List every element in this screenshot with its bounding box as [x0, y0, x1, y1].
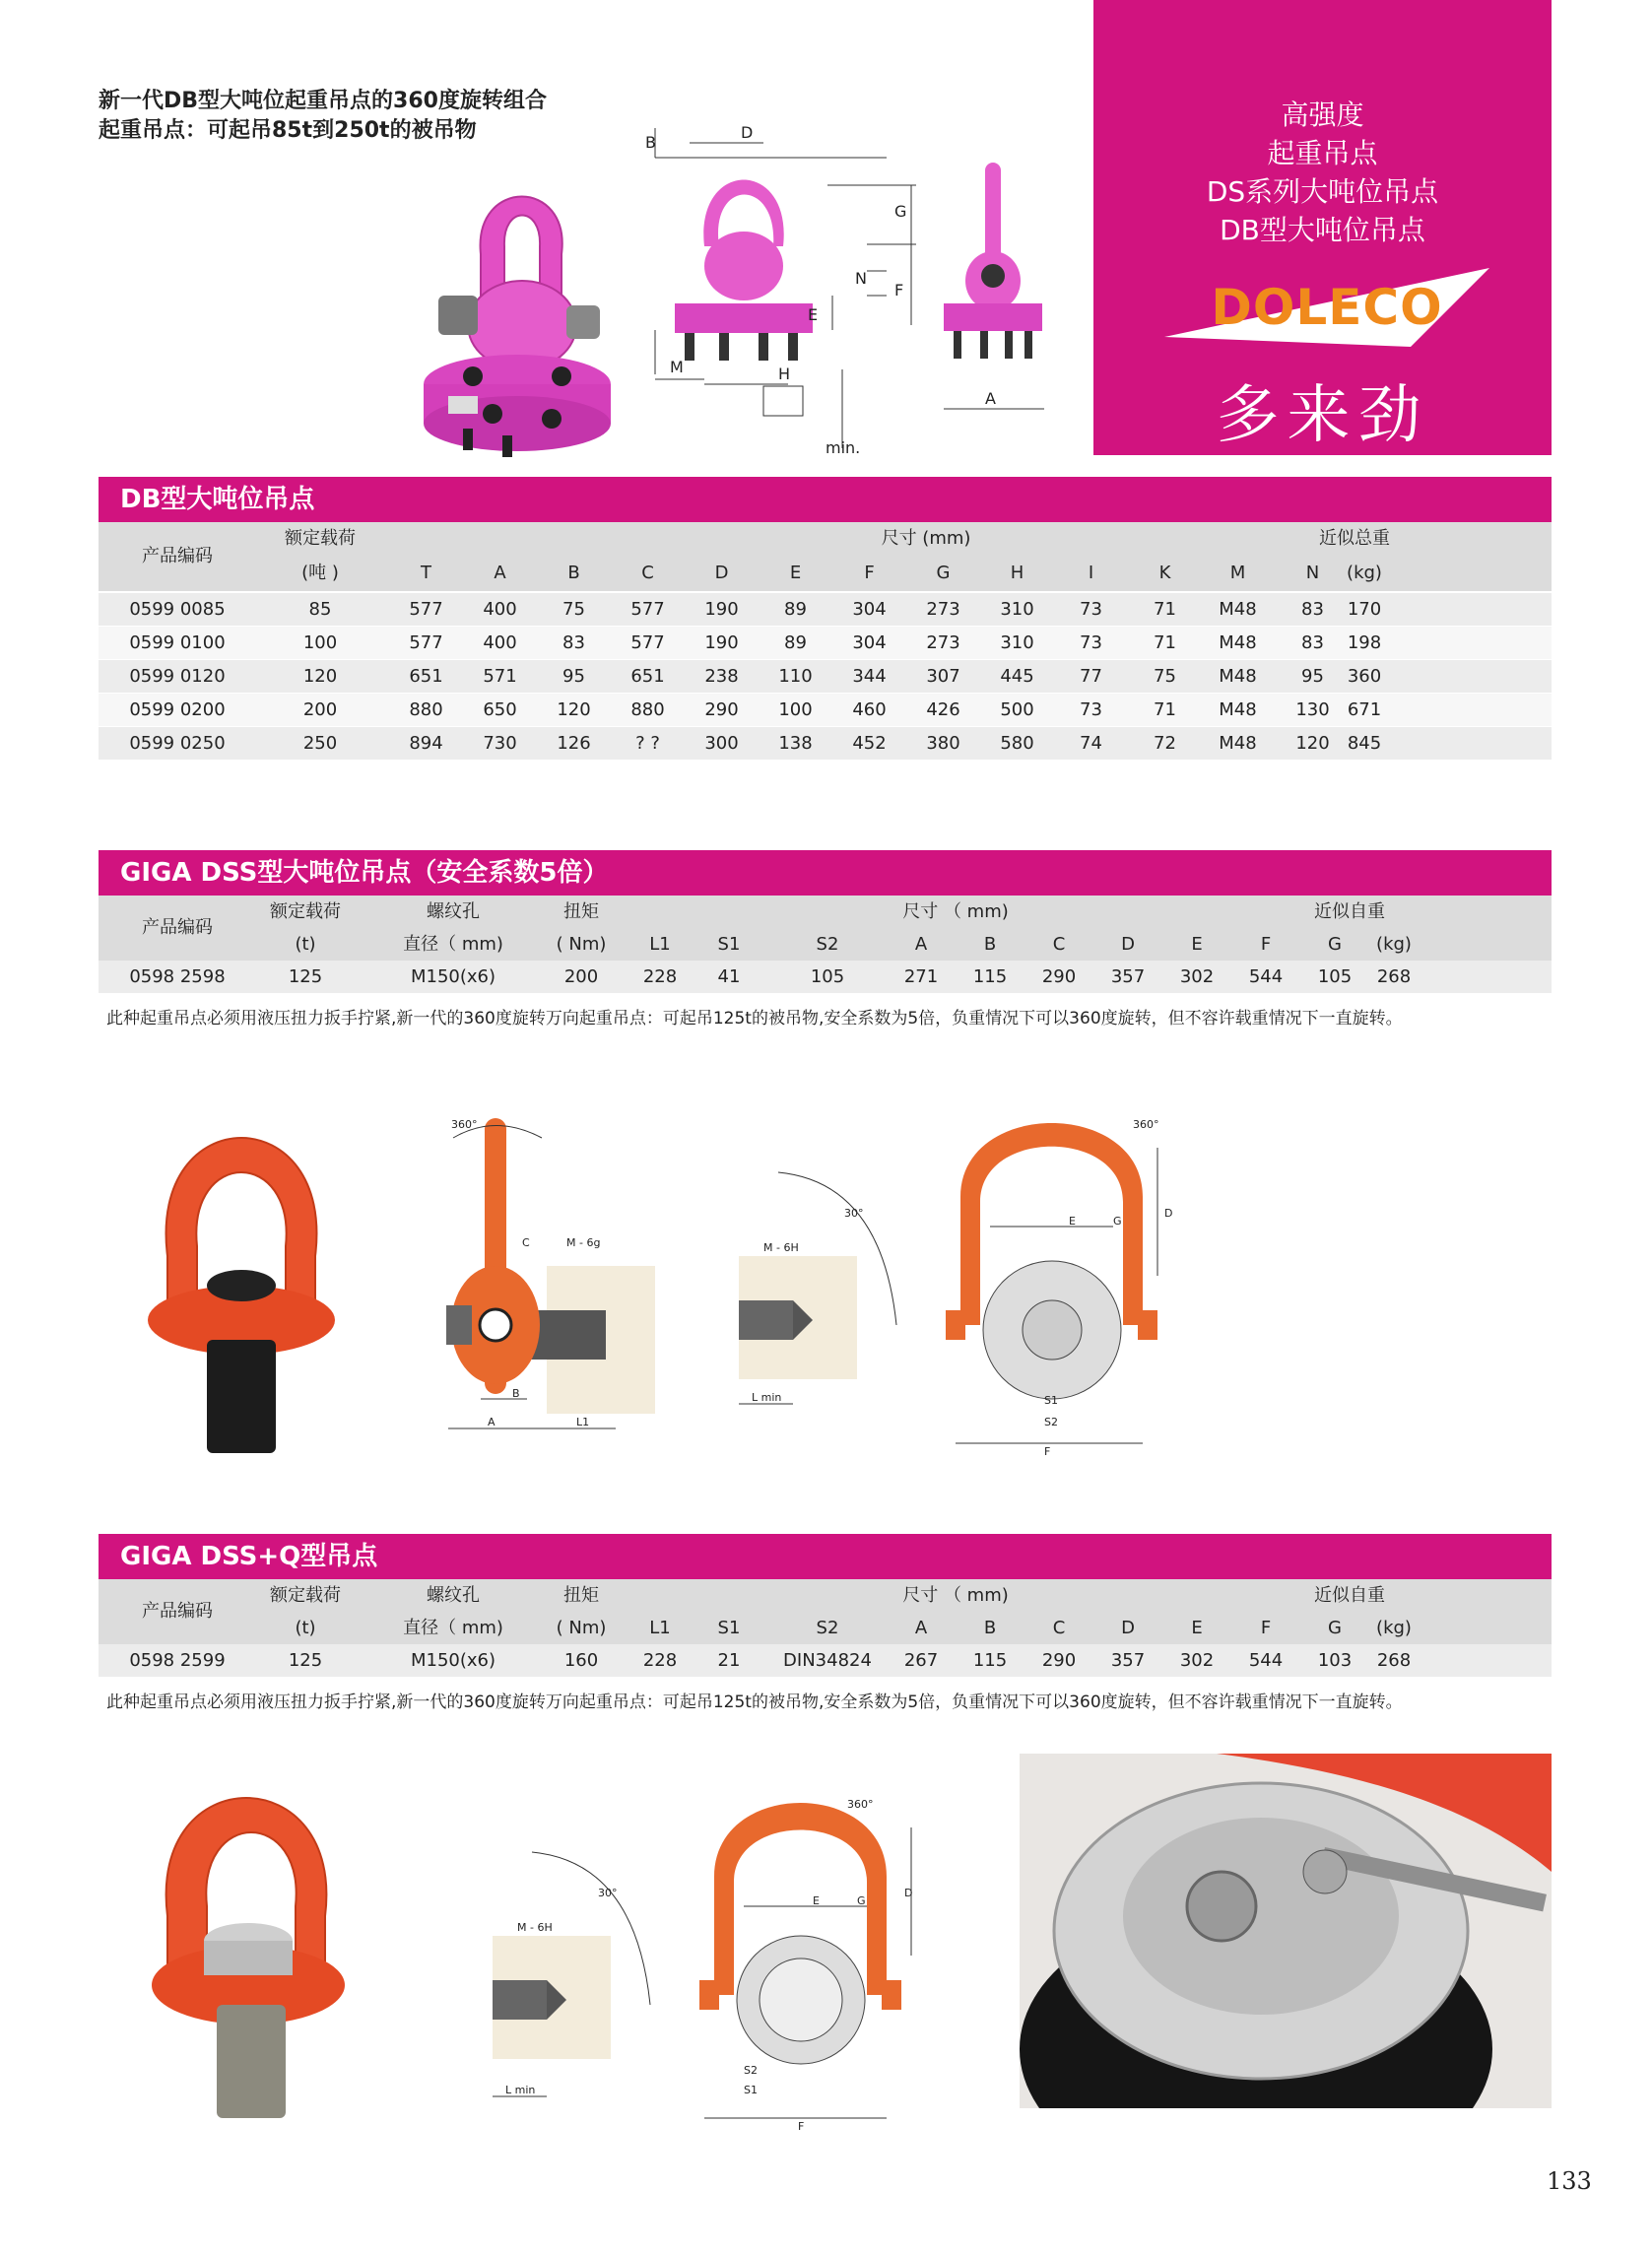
- top-dim-label-f: F: [894, 281, 904, 299]
- tagline-line-3: DS系列大吨位吊点: [1206, 175, 1439, 208]
- header-col: S1: [717, 934, 741, 955]
- table-cell: 83: [1301, 599, 1324, 620]
- table-cell: 300: [704, 733, 739, 754]
- header-dims: 尺寸 (mm): [881, 528, 971, 549]
- table-cell: 100: [302, 632, 338, 653]
- table-cell: 357: [1110, 966, 1146, 987]
- header-col: G: [1328, 934, 1342, 955]
- header-col: (kg): [1376, 1618, 1412, 1638]
- mid-label-m6g: M - 6g: [566, 1236, 601, 1249]
- header-col: H: [1010, 563, 1024, 583]
- table-cell: 0598 2598: [129, 966, 226, 987]
- header-col: F: [864, 563, 875, 583]
- header-torque: 扭矩: [563, 901, 599, 922]
- mid-label-s2: S2: [1044, 1416, 1058, 1428]
- table-cell: 0599 0200: [129, 699, 226, 720]
- table-cell: 71: [1154, 699, 1176, 720]
- page-number: 133: [1547, 2167, 1592, 2195]
- header-col: (t): [295, 1618, 316, 1638]
- table-cell: 89: [784, 599, 807, 620]
- mid-label-d: D: [1164, 1207, 1173, 1220]
- section-db-title: DB型大吨位吊点: [99, 477, 1552, 522]
- closeup-photo-art: [1020, 1754, 1552, 2108]
- table-cell: M150(x6): [410, 1650, 496, 1671]
- table-cell: 577: [630, 632, 665, 653]
- table-cell: 238: [704, 666, 739, 687]
- table-cell: 452: [852, 733, 887, 754]
- header-code: 产品编码: [142, 1601, 213, 1622]
- table-cell: 304: [852, 632, 887, 653]
- table-header-row-2: [99, 557, 1552, 589]
- table-cell: 72: [1154, 733, 1176, 754]
- table-cell: 894: [409, 733, 443, 754]
- table-cell: 302: [1179, 1650, 1215, 1671]
- table-cell: M48: [1219, 699, 1257, 720]
- top-dim-label-n: N: [855, 269, 867, 288]
- header-col: S2: [816, 934, 839, 955]
- table-cell: ? ?: [635, 733, 660, 754]
- table-cell: 880: [630, 699, 665, 720]
- table-cell: 460: [852, 699, 887, 720]
- table-header-row-2: [99, 1612, 1552, 1644]
- mid-label-30deg: 30°: [844, 1207, 864, 1220]
- table-cell: 73: [1080, 699, 1102, 720]
- top-dim-label-e: E: [808, 305, 819, 324]
- header-dims: 尺寸 （ mm): [902, 901, 1009, 922]
- header-col: L1: [649, 1618, 671, 1638]
- mid-label-g: G: [1113, 1215, 1122, 1228]
- db-dimension-drawing: [630, 118, 1084, 463]
- header-load: 额定载荷: [285, 528, 356, 549]
- table-cell: 160: [563, 1650, 599, 1671]
- header-col: G: [1328, 1618, 1342, 1638]
- table-cell: 268: [1376, 1650, 1412, 1671]
- table-cell: M48: [1219, 599, 1257, 620]
- dssq-front-drawing: [699, 1788, 926, 2133]
- table-cell: 250: [302, 733, 338, 754]
- header-code: 产品编码: [142, 546, 213, 566]
- table-cell: 73: [1080, 632, 1102, 653]
- table-cell: 125: [288, 1650, 323, 1671]
- dssq-closeup-photo: [1020, 1754, 1552, 2108]
- header-col: (kg): [1347, 563, 1382, 583]
- top-dim-label-h: H: [778, 365, 791, 383]
- header-col: D: [1121, 1618, 1135, 1638]
- table-cell: 307: [926, 666, 960, 687]
- table-cell: 198: [1347, 632, 1382, 653]
- header-col: 直径（ mm): [403, 1618, 503, 1638]
- bottom-label-d: D: [904, 1887, 913, 1899]
- header-col: N: [1305, 563, 1320, 583]
- table-cell: 290: [704, 699, 739, 720]
- table-cell: 190: [704, 632, 739, 653]
- table-cell: 651: [409, 666, 443, 687]
- mid-label-e: E: [1069, 1215, 1076, 1228]
- table-row: [99, 694, 1552, 726]
- header-col: E: [1191, 1618, 1203, 1638]
- header-col: D: [1121, 934, 1135, 955]
- header-col: C: [1052, 934, 1066, 955]
- table-cell: 0599 0100: [129, 632, 226, 653]
- table-cell: 426: [926, 699, 960, 720]
- table-cell: 74: [1080, 733, 1102, 754]
- header-col: F: [1260, 934, 1272, 955]
- section-dssq-title: GIGA DSS+Q型吊点: [99, 1534, 1552, 1579]
- table-cell: 271: [903, 966, 939, 987]
- table-cell: 83: [562, 632, 585, 653]
- bottom-label-e: E: [813, 1894, 820, 1907]
- table-cell: 115: [972, 1650, 1008, 1671]
- table-cell: 290: [1041, 1650, 1077, 1671]
- brand-name-cn: 多来劲: [1216, 379, 1429, 452]
- table-cell: 310: [1000, 632, 1034, 653]
- table-cell: 273: [926, 599, 960, 620]
- table-cell: 95: [562, 666, 585, 687]
- table-row: [99, 627, 1552, 659]
- table-header-row-1: [99, 896, 1552, 938]
- section-dss-title: GIGA DSS型大吨位吊点（安全系数5倍）: [99, 850, 1552, 896]
- table-cell: 115: [972, 966, 1008, 987]
- table-cell: 273: [926, 632, 960, 653]
- table-cell: 83: [1301, 632, 1324, 653]
- table-cell: 71: [1154, 632, 1176, 653]
- table-cell: 105: [810, 966, 845, 987]
- logo-text: DOLECO: [1211, 279, 1443, 336]
- table-cell: 138: [778, 733, 813, 754]
- mid-label-360-b: 360°: [1133, 1118, 1159, 1131]
- header-col: B: [567, 563, 580, 583]
- header-load: 额定载荷: [270, 901, 341, 922]
- table-cell: 75: [1154, 666, 1176, 687]
- dss-spec-table: [99, 896, 1552, 994]
- mid-label-s1: S1: [1044, 1394, 1058, 1407]
- header-thread: 螺纹孔: [427, 901, 480, 922]
- bottom-label-s1: S1: [744, 2084, 758, 2096]
- tagline-line-4: DB型大吨位吊点: [1220, 214, 1425, 246]
- dss-hoist-ring-photo: [138, 1098, 345, 1463]
- table-row: [99, 961, 1552, 993]
- table-cell: 110: [778, 666, 813, 687]
- table-cell: 21: [717, 1650, 741, 1671]
- table-cell: 85: [308, 599, 332, 620]
- header-dims: 尺寸 （ mm): [902, 1585, 1009, 1606]
- table-header-row-2: [99, 928, 1552, 961]
- header-col: ( Nm): [556, 1618, 607, 1638]
- table-cell: M48: [1219, 733, 1257, 754]
- intro-line-2: 起重吊点：可起吊85t到250t的被吊物: [99, 118, 477, 143]
- dssq-thread-section-drawing: [488, 1842, 665, 2118]
- header-col: A: [914, 934, 928, 955]
- table-cell: 360: [1347, 666, 1382, 687]
- table-cell: 0599 0250: [129, 733, 226, 754]
- header-col: E: [1191, 934, 1203, 955]
- mid-label-c: C: [522, 1236, 530, 1249]
- db-spec-table: [99, 522, 1552, 761]
- header-col: I: [1088, 563, 1094, 583]
- header-col: L1: [649, 934, 671, 955]
- header-weight: 近似总重: [1319, 528, 1390, 549]
- header-weight: 近似自重: [1314, 901, 1385, 922]
- header-code: 产品编码: [142, 917, 213, 938]
- table-cell: 357: [1110, 1650, 1146, 1671]
- header-col: E: [789, 563, 802, 583]
- table-cell: 103: [1317, 1650, 1353, 1671]
- header-torque: 扭矩: [563, 1585, 599, 1606]
- table-cell: 730: [483, 733, 517, 754]
- table-cell: 200: [563, 966, 599, 987]
- top-dim-label-d: D: [741, 123, 754, 142]
- table-cell: 0598 2599: [129, 1650, 226, 1671]
- table-row: [99, 593, 1552, 626]
- brand-tagline: [1093, 96, 1552, 249]
- table-cell: 200: [302, 699, 338, 720]
- header-col: A: [494, 563, 506, 583]
- table-cell: 71: [1154, 599, 1176, 620]
- bottom-label-f: F: [798, 2120, 805, 2133]
- top-dim-label-min: min.: [826, 438, 861, 457]
- header-col: (t): [295, 934, 316, 955]
- top-dim-label-b: B: [645, 133, 656, 152]
- table-cell: 845: [1347, 733, 1382, 754]
- table-cell: M48: [1219, 632, 1257, 653]
- header-col: B: [983, 1618, 997, 1638]
- table-cell: 0599 0085: [129, 599, 226, 620]
- bottom-label-lmin: L min: [505, 2084, 536, 2096]
- dss-front-drawing: [946, 1108, 1182, 1463]
- header-col: B: [983, 934, 997, 955]
- mid-label-l1: L1: [576, 1416, 590, 1428]
- dssq-spec-table: [99, 1579, 1552, 1678]
- table-cell: 228: [642, 1650, 678, 1671]
- table-cell: 580: [1000, 733, 1034, 754]
- intro-line-1: 新一代DB型大吨位起重吊点的360度旋转组合: [99, 89, 547, 113]
- header-col: K: [1158, 563, 1171, 583]
- table-cell: 400: [483, 599, 517, 620]
- table-header-row-1: [99, 522, 1552, 566]
- table-cell: 571: [483, 666, 517, 687]
- bottom-label-s2: S2: [744, 2064, 758, 2077]
- table-cell: 100: [778, 699, 813, 720]
- table-cell: 544: [1248, 1650, 1284, 1671]
- header-col: A: [914, 1618, 928, 1638]
- table-cell: 75: [562, 599, 585, 620]
- header-col: C: [1052, 1618, 1066, 1638]
- dss-thread-section-drawing: [734, 1162, 911, 1438]
- header-col: F: [1260, 1618, 1272, 1638]
- bottom-label-g: G: [857, 1894, 866, 1907]
- table-cell: 267: [903, 1650, 939, 1671]
- top-dim-label-a: A: [985, 389, 996, 408]
- table-cell: 344: [852, 666, 887, 687]
- top-dim-label-g: G: [894, 202, 907, 221]
- table-cell: 120: [557, 699, 591, 720]
- table-cell: 120: [302, 666, 338, 687]
- db-hoist-ring-photo: [424, 148, 621, 463]
- intro-text: [99, 87, 650, 146]
- table-cell: 130: [1295, 699, 1330, 720]
- table-cell: 400: [483, 632, 517, 653]
- table-cell: 77: [1080, 666, 1102, 687]
- bottom-label-30deg: 30°: [598, 1887, 618, 1899]
- table-cell: 290: [1041, 966, 1077, 987]
- doleco-logo: [1164, 268, 1489, 347]
- bottom-label-m6h: M - 6H: [517, 1921, 553, 1934]
- table-cell: 544: [1248, 966, 1284, 987]
- table-cell: 671: [1347, 699, 1382, 720]
- header-load: 额定载荷: [270, 1585, 341, 1606]
- table-row: [99, 727, 1552, 760]
- header-col: M: [1229, 563, 1246, 583]
- table-header-row-1: [99, 1579, 1552, 1622]
- dssq-note: 此种起重吊点必须用液压扭力扳手拧紧,新一代的360度旋转万向起重吊点：可起吊125t的被吊物,安全系数为5倍，负重情况下可以360度旋转，但不容许载重情况下一直旋转。: [106, 1693, 1403, 1712]
- dss-side-drawing: [433, 1108, 670, 1443]
- table-cell: 577: [630, 599, 665, 620]
- header-col: G: [936, 563, 951, 583]
- header-col: S2: [816, 1618, 839, 1638]
- header-col: (kg): [1376, 934, 1412, 955]
- table-cell: 0599 0120: [129, 666, 226, 687]
- header-col: (吨 ): [301, 563, 339, 583]
- header-weight: 近似自重: [1314, 1585, 1385, 1606]
- dssq-hoist-ring-photo: [148, 1759, 355, 2128]
- mid-label-f: F: [1044, 1445, 1051, 1458]
- table-cell: 651: [630, 666, 665, 687]
- table-cell: 126: [557, 733, 591, 754]
- table-cell: 170: [1347, 599, 1382, 620]
- table-cell: 41: [717, 966, 741, 987]
- table-cell: 310: [1000, 599, 1034, 620]
- header-col: 直径（ mm): [403, 934, 503, 955]
- header-col: T: [421, 563, 431, 583]
- table-cell: 125: [288, 966, 323, 987]
- table-cell: 380: [926, 733, 960, 754]
- table-cell: 190: [704, 599, 739, 620]
- table-cell: 577: [409, 632, 443, 653]
- table-cell: 268: [1376, 966, 1412, 987]
- table-cell: 89: [784, 632, 807, 653]
- table-row: [99, 1644, 1552, 1677]
- table-cell: 120: [1295, 733, 1330, 754]
- table-cell: 73: [1080, 599, 1102, 620]
- header-col: C: [641, 563, 654, 583]
- table-cell: 95: [1301, 666, 1324, 687]
- table-cell: 880: [409, 699, 443, 720]
- bottom-label-360: 360°: [847, 1798, 874, 1811]
- mid-label-lmin: L min: [752, 1391, 782, 1404]
- header-col: D: [714, 563, 729, 583]
- top-dim-label-m: M: [670, 358, 684, 376]
- table-cell: 577: [409, 599, 443, 620]
- brand-panel: [1093, 0, 1552, 455]
- table-row: [99, 660, 1552, 693]
- table-cell: 500: [1000, 699, 1034, 720]
- table-cell: 304: [852, 599, 887, 620]
- table-cell: M150(x6): [410, 966, 496, 987]
- tagline-line-2: 起重吊点: [1267, 137, 1378, 169]
- mid-label-a: A: [488, 1416, 496, 1428]
- header-col: ( Nm): [556, 934, 607, 955]
- tagline-line-1: 高强度: [1281, 99, 1364, 131]
- header-col: S1: [717, 1618, 741, 1638]
- table-cell: M48: [1219, 666, 1257, 687]
- mid-label-m6h: M - 6H: [763, 1241, 799, 1254]
- dss-note: 此种起重吊点必须用液压扭力扳手拧紧,新一代的360度旋转万向起重吊点：可起吊125t的被吊物,安全系数为5倍，负重情况下可以360度旋转，但不容许载重情况下一直旋转。: [106, 1009, 1403, 1029]
- table-cell: 228: [642, 966, 678, 987]
- table-cell: 650: [483, 699, 517, 720]
- table-cell: 105: [1317, 966, 1353, 987]
- mid-label-360-a: 360°: [451, 1118, 478, 1131]
- table-cell: 302: [1179, 966, 1215, 987]
- table-cell: DIN34824: [783, 1650, 872, 1671]
- header-thread: 螺纹孔: [427, 1585, 480, 1606]
- table-cell: 445: [1000, 666, 1034, 687]
- mid-label-b: B: [512, 1387, 520, 1400]
